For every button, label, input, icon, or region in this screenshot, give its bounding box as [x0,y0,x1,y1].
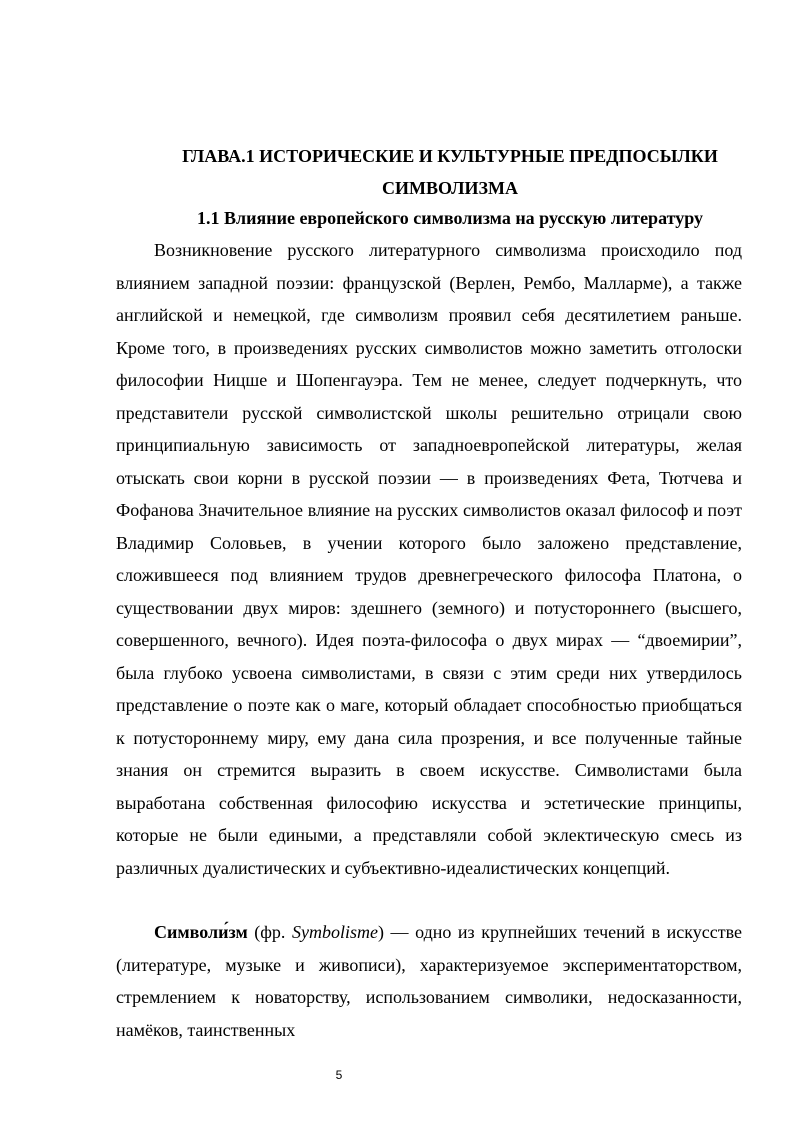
paragraph-symbolism-influence: Возникновение русского литературного символизма происходило под влиянием западной поэзии: французской (Верлен, Рембо, Малларме), а также английской и немецкой, где символизм проявил себя десятилетием раньше. Кроме того, в произведениях русских символистов можно заметить отголоски философии Ницше и Шопенгауэра. Тем не менее, следует подчеркнуть, что представители русской символистской школы решительно отрицали свою принципиальную зависимость от западноевропейской литературы, желая отыскать свои корни в русской поэзии — в произведениях Фета, Тютчева и Фофанова Значительное влияние на русских символистов оказал философ и поэт Владимир Соловьев, в учении которого было заложено представление, сложившееся под влиянием трудов древнегреческого философа Платона, о существовании двух миров: здешнего (земного) и потустороннего (высшего, совершенного, вечного). Идея поэта-философа о двух мирах — “двоемирии”, была глубоко усвоена символистами, в связи с этим среди них утвердилось представление о поэте как о маге, который обладает способностью приобщаться к потустороннему миру, ему дана сила прозрения, и все полученные тайные знания он стремится выразить в своем искусстве. Символистами была выработана собственная философию искусства и эстетические принципы, которые не были едиными, а представляли собой эклектическую смесь из различных дуалистических и субъективно-идеалистических концепций. [116,240,742,878]
chapter-title [140,140,760,204]
section-title: 1.1 Влияние европейского символизма на русскую литературу [197,208,703,228]
definition-text: ) — одно из крупнейших течений в искусстве (литературе, музыке и живописи), характеризуемое экспериментаторством, стремлением к новаторству, использованием символики, недосказанности, намёков, таинственных [116,922,742,1040]
page-number: 5 [335,1068,343,1082]
chapter-title-line1: ГЛАВА.1 ИСТОРИЧЕСКИЕ И КУЛЬТУРНЫЕ ПРЕДПОСЫЛКИ [182,146,718,166]
chapter-title-line2: СИМВОЛИЗМА [381,178,518,198]
foreign-term: Symbolisme [291,922,378,942]
paren-open: (фр. [247,922,292,942]
paragraph-symbolism-definition [116,916,742,1046]
term-symbolism: Символи́зм [154,922,248,942]
